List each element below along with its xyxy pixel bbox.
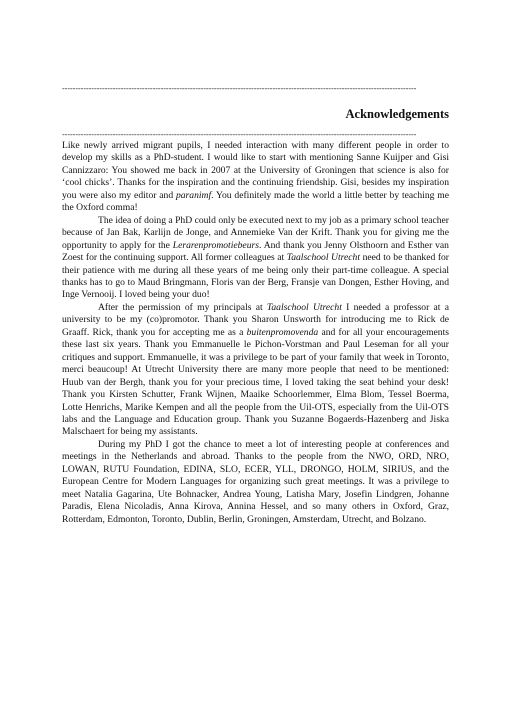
italic-term: Taalschool Utrecht bbox=[286, 252, 361, 264]
italic-term: paranimf bbox=[175, 189, 212, 201]
italic-term: Lerarenpromotiebeurs bbox=[172, 239, 259, 251]
paragraph-4: During my PhD I got the chance to meet a lot of interesting people at conferences and meetings in the Netherlands and abroad. Thanks to the people from the NWO, ORD, NRO, LOWAN, RUTU Foundation, EDINA, SLO, ECER, YLL, DRONGO, HOLM, SIRIUS, and the European Centre for Modern Languages for organizing such great meetings. It was a privilege to meet Natalia Gagarina, Ute Bohnacker, Andrea Young, Latisha Mary, Josefin Lindgren, Johanne Paradis, Elena Nicoladis, Anna Kirova, Annina Hessel, and so many others in Oxford, Graz, Rotterdam, Edmonton, Toronto, Dublin, Berlin, Groningen, Amsterdam, Utrecht, and Bolzano. bbox=[62, 438, 449, 525]
paragraph-2: The idea of doing a PhD could only be executed next to my job as a primary school teacher because of Jan Bak, Karlijn de Jonge, and Annemieke Van der Krift. Thank you for giving me the opportunity to apply for the Lerarenpromotiebeurs. And thank you Jenny Olsthoorn and Esther van Zoest for the continuing support. All former colleagues at Taalschool Utrecht need to be thanked for their patience with me during all these years of me being only their part-time colleague. A special thanks has to go to Maud Bringmann, Floris van der Berg, Fransje van Dongen, Esther Hoving, and Inge Vernooij. I loved being your duo! bbox=[62, 214, 450, 301]
top-dashed-rule: ------------------------------------------------------------------------------------------------------------------------------------- bbox=[62, 84, 417, 93]
paragraph-1: Like newly arrived migrant pupils, I needed interaction with many different people in order to develop my skills as a PhD-student. I would like to start with mentioning Sanne Kuijper and Gisi Cannizzaro: You showed me back in 2007 at the University of Groningen that science is also for ‘cool chicks’. Thanks for the inspiration and the continuing friendship. Gisi, besides my inspiration you were also my editor and paranimf. You definitely made the world a little better by teaching me the Oxford comma! bbox=[62, 140, 449, 214]
acknowledgements-body bbox=[62, 140, 449, 526]
bottom-dashed-rule: ------------------------------------------------------------------------------------------------------------------------------------- bbox=[62, 130, 417, 139]
page-title: Acknowledgements bbox=[345, 107, 449, 121]
italic-term: Taalschool Utrecht bbox=[266, 301, 342, 313]
italic-term: buitenpromovenda bbox=[246, 326, 319, 338]
paragraph-3: After the permission of my principals at Taalschool Utrecht I needed a professor at a university to be my (co)promotor. Thank you Sharon Unsworth for introducing me to Rick de Graaff. Rick, thank you for accepting me as a buitenpromovenda and for all your encouragements these last six years. Thank you Emmanuelle le Pichon-Vorstman and Paul Leseman for all your critiques and support. Emmanuelle, it was a privilege to be part of your family that week in Toronto, merci beaucoup! At Utrecht University there are many more people that need to be mentioned: Huub van der Bergh, thank you for your precious time, I loved taking the seat behind your desk! Thank you Kirsten Schutter, Frank Wijnen, Maaike Schoorlemmer, Elma Blom, Tessel Boerma, Lotte Henrichs, Marike Kempen and all the people from the Uil-OTS, especially from the Uil-OTS labs and the Language and Education group. Thank you Suzanne Bogaerds-Hazenberg and Jiska Malschaert for being my assistants. bbox=[62, 301, 449, 438]
page bbox=[62, 84, 449, 526]
